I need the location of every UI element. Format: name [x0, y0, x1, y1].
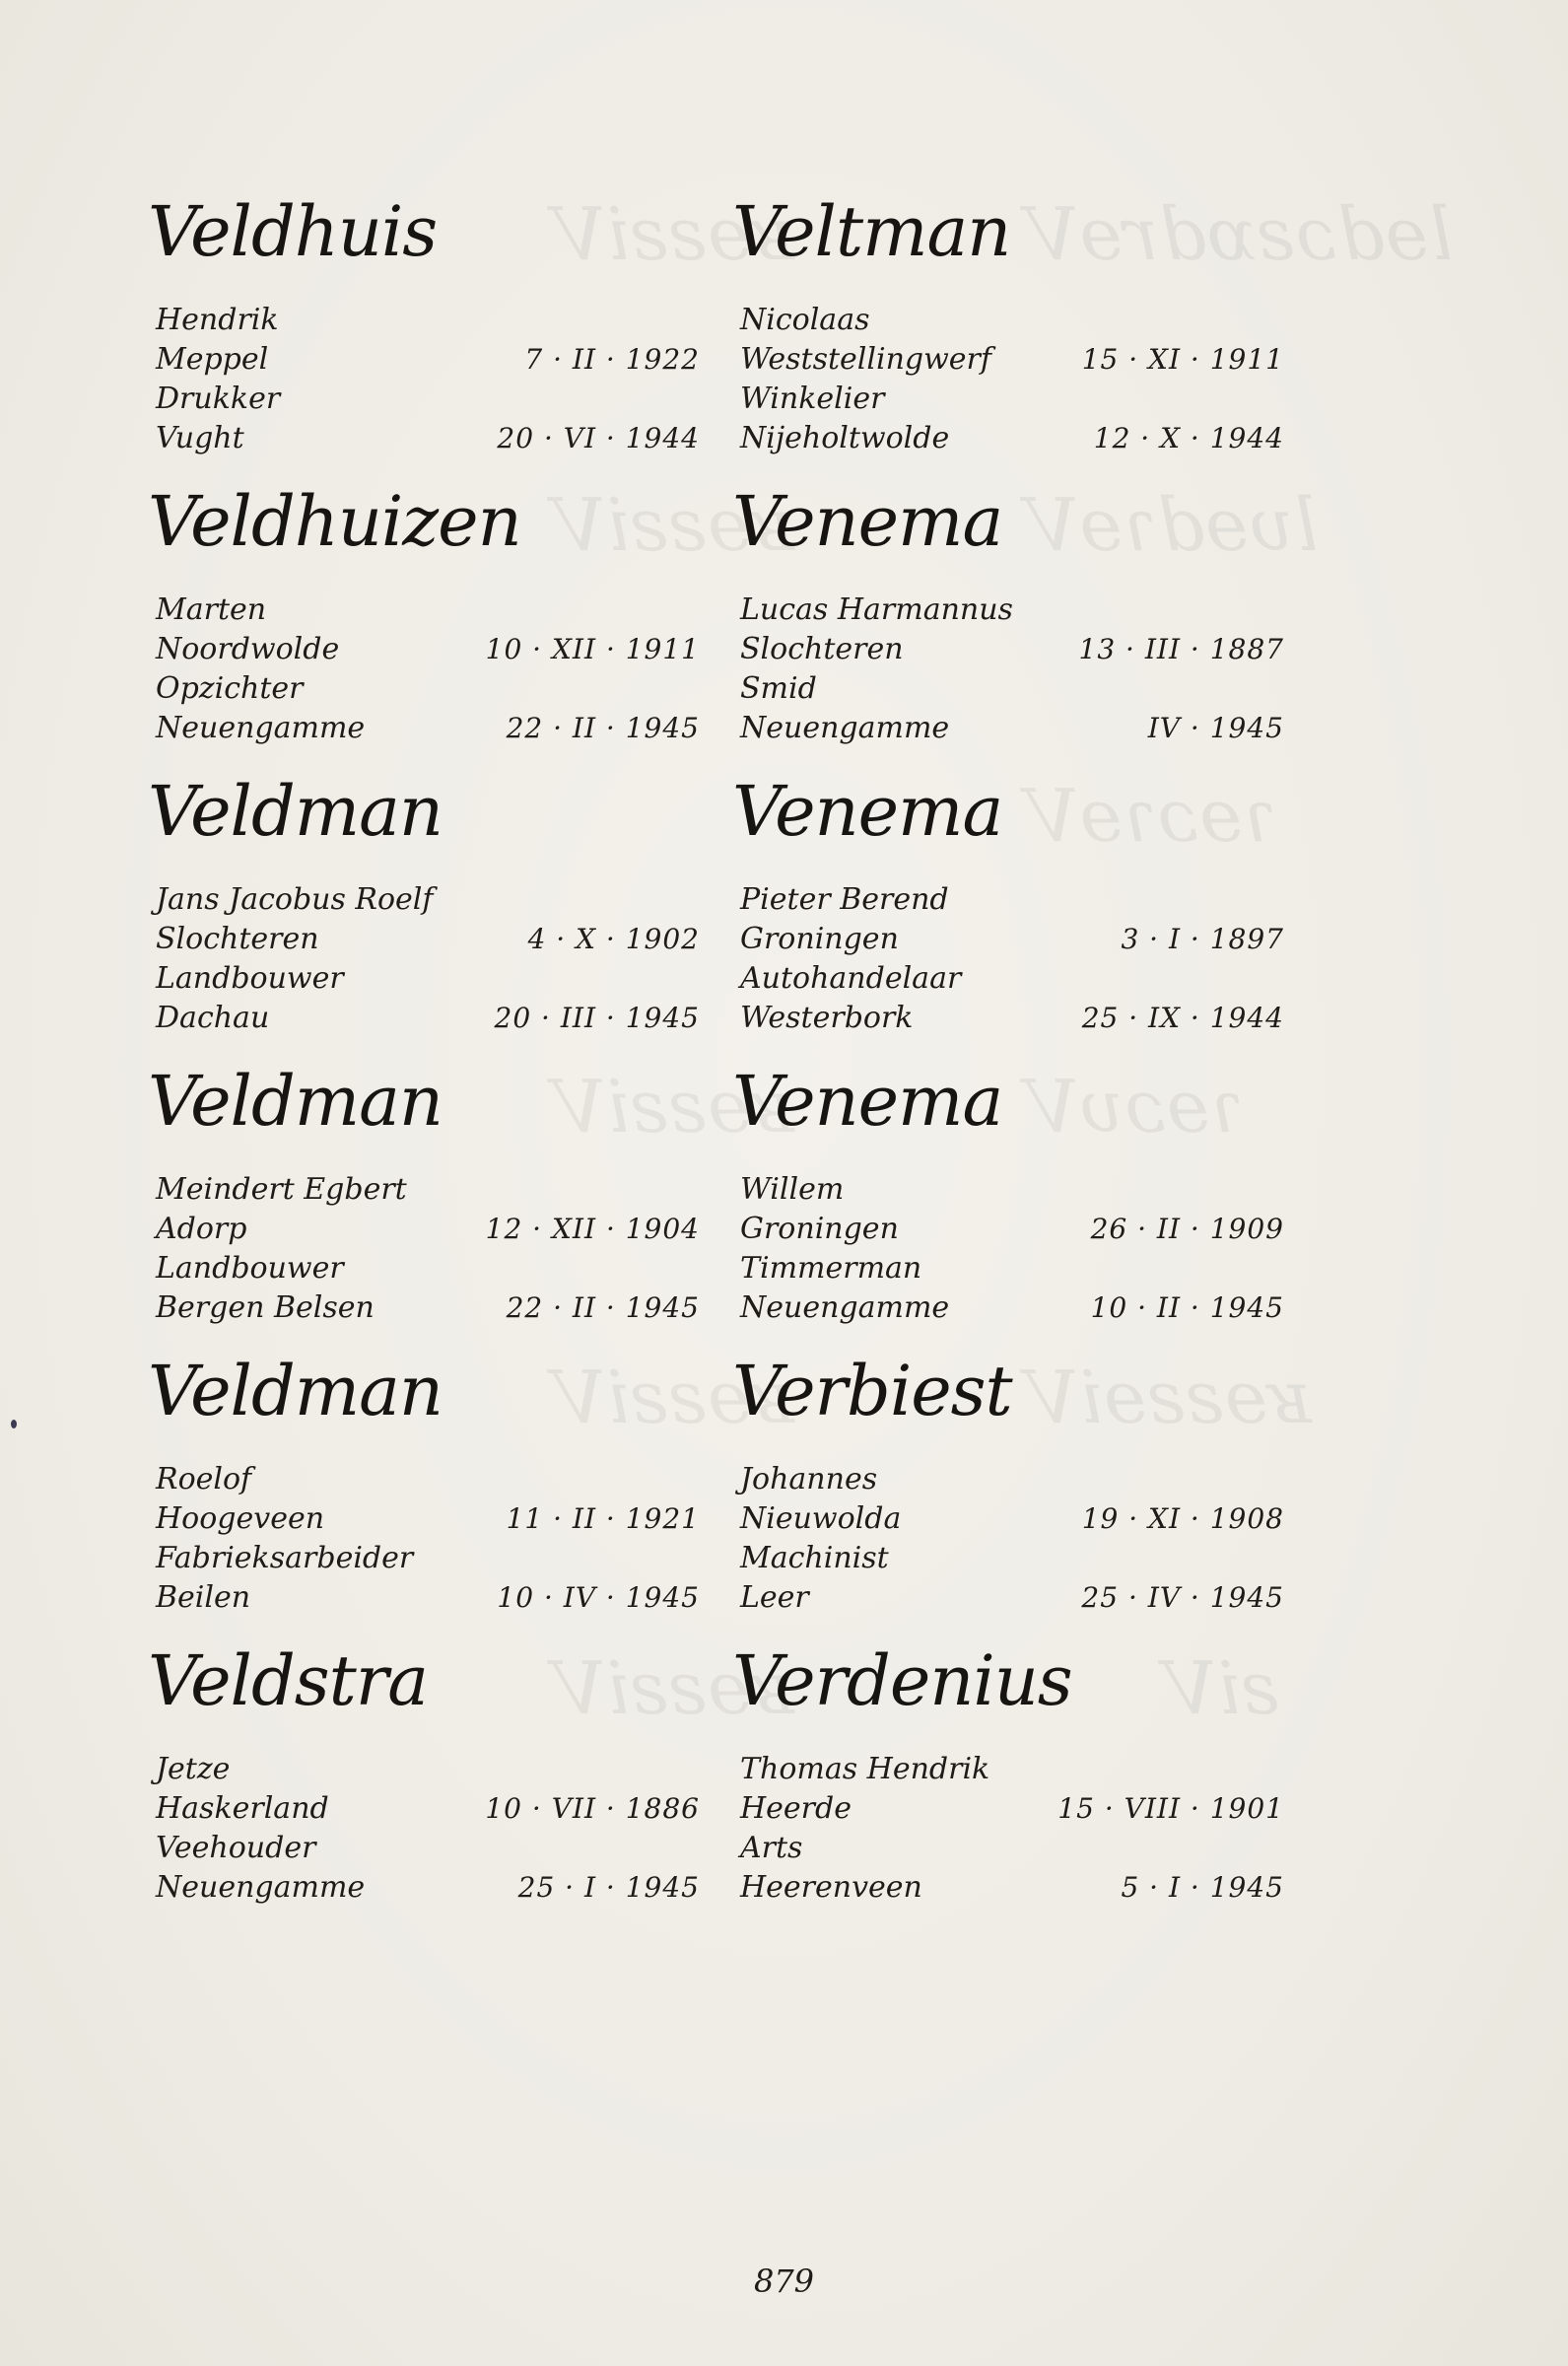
entry-row [732, 380, 1284, 419]
entry-row [148, 959, 700, 999]
birthplace: Groningen [740, 922, 899, 956]
entry-row [148, 1868, 700, 1908]
death-date: 12 · X · 1944 [1093, 422, 1284, 454]
entry-row [148, 669, 700, 709]
memorial-entry [732, 192, 1284, 482]
birth-date: 10 · XII · 1911 [485, 633, 700, 665]
surname: Veldman [148, 771, 443, 852]
death-date: 20 · VI · 1944 [497, 422, 700, 454]
death-place: Neuengamme [740, 1290, 950, 1325]
birthplace: Hoogeveen [156, 1501, 325, 1536]
birthplace: Adorp [156, 1212, 247, 1246]
given-names: Lucas Harmannus [740, 592, 1013, 627]
entry-row [148, 1249, 700, 1288]
bleed-through-text: ʁɘƨƨiV [552, 483, 794, 568]
entry-row [148, 1578, 700, 1618]
birth-date: 15 · XI · 1911 [1081, 343, 1284, 376]
entry-row [732, 959, 1284, 999]
given-names: Pieter Berend [740, 882, 949, 917]
bleed-through-text: ʁɘƨƨiV [552, 1356, 794, 1440]
occupation: Fabrieksarbeider [156, 1541, 414, 1575]
memorial-entry [732, 1641, 1284, 1931]
birth-date: 3 · I · 1897 [1121, 923, 1284, 955]
entry-row [148, 591, 700, 630]
entry-row [148, 880, 700, 920]
memorial-entry [148, 1641, 700, 1931]
bleed-through-text: ɿɘɔυV [1025, 1065, 1245, 1149]
entry-row [148, 1789, 700, 1829]
birthplace: Groningen [740, 1212, 899, 1246]
entry-row [148, 380, 700, 419]
entry-row [148, 1539, 700, 1578]
memorial-entry [732, 1062, 1284, 1352]
death-date: 22 · II · 1945 [506, 1291, 700, 1324]
death-place: Heerenveen [740, 1870, 922, 1905]
birthplace: Slochteren [156, 922, 319, 956]
given-names: Johannes [740, 1462, 878, 1496]
entry-row [732, 1249, 1284, 1288]
surname: Veldhuizen [148, 481, 521, 562]
birth-date: 4 · X · 1902 [527, 923, 700, 955]
birthplace: Heerde [740, 1791, 852, 1826]
occupation: Landbouwer [156, 1251, 344, 1286]
birthplace: Meppel [156, 342, 269, 377]
surname: Veldman [148, 1351, 443, 1431]
memorial-entry [148, 1062, 700, 1352]
entry-row [148, 1460, 700, 1499]
entry-row [148, 340, 700, 380]
death-date: 10 · IV · 1945 [497, 1581, 700, 1614]
birth-date: 11 · II · 1921 [506, 1502, 700, 1535]
entry-row [732, 1578, 1284, 1618]
given-names: Willem [740, 1172, 845, 1207]
birth-date: 26 · II · 1909 [1090, 1213, 1284, 1245]
birth-date: 12 · XII · 1904 [485, 1213, 700, 1245]
surname: Venema [732, 771, 1003, 852]
bleed-through-text: ʁɘƨƨɘiV [1025, 1356, 1312, 1440]
bleed-through-text: ʁɘƨƨiV [552, 1065, 794, 1149]
memorial-entry [148, 772, 700, 1062]
death-date: IV · 1945 [1147, 712, 1284, 744]
surname: Verbiest [732, 1351, 1012, 1431]
given-names: Nicolaas [740, 303, 870, 337]
entry-row [732, 591, 1284, 630]
death-place: Leer [740, 1580, 809, 1615]
death-date: 25 · IV · 1945 [1081, 1581, 1284, 1614]
memorial-entry [148, 482, 700, 772]
occupation: Winkelier [740, 382, 885, 416]
death-place: Nijeholtwolde [740, 421, 950, 455]
entry-row [148, 1750, 700, 1789]
entry-row [148, 1829, 700, 1868]
birth-date: 15 · VIII · 1901 [1057, 1792, 1284, 1825]
death-date: 20 · III · 1945 [494, 1002, 700, 1034]
birthplace: Slochteren [740, 632, 904, 666]
birth-date: 10 · VII · 1886 [485, 1792, 700, 1825]
bleed-through-text: ɿɘɔɿɘV [1025, 774, 1277, 859]
entry-row [148, 709, 700, 748]
memorial-entry [732, 772, 1284, 1062]
entry-row [148, 630, 700, 669]
entry-row [148, 1210, 700, 1249]
given-names: Thomas Hendrik [740, 1752, 990, 1786]
birth-date: 7 · II · 1922 [524, 343, 700, 376]
occupation: Landbouwer [156, 961, 344, 996]
surname: Venema [732, 481, 1003, 562]
birthplace: Haskerland [156, 1791, 329, 1826]
entry-row [732, 669, 1284, 709]
entry-row [732, 709, 1284, 748]
memorial-entry [148, 1352, 700, 1641]
death-place: Westerbork [740, 1001, 914, 1035]
page-number: 879 [753, 2262, 815, 2300]
given-names: Roelof [156, 1462, 252, 1496]
occupation: Timmerman [740, 1251, 922, 1286]
surname: Veltman [732, 191, 1011, 272]
birthplace: Noordwolde [156, 632, 340, 666]
surname: Verdenius [732, 1640, 1072, 1721]
birthplace: Weststellingwerf [740, 342, 991, 377]
entry-row [732, 419, 1284, 458]
birth-date: 19 · XI · 1908 [1081, 1502, 1284, 1535]
entry-row [148, 301, 700, 340]
surname: Veldstra [148, 1640, 428, 1721]
bleed-through-text: ʁɘƨƨiV [552, 1646, 794, 1731]
occupation: Smid [740, 671, 817, 706]
death-date: 25 · IX · 1944 [1081, 1002, 1284, 1034]
entry-row [148, 1499, 700, 1539]
entry-row [732, 340, 1284, 380]
death-date: 5 · I · 1945 [1121, 1871, 1284, 1904]
entry-row [732, 999, 1284, 1038]
right-column [732, 192, 1284, 1931]
entry-row [148, 1288, 700, 1328]
entry-row [732, 1170, 1284, 1210]
death-place: Dachau [156, 1001, 270, 1035]
given-names: Hendrik [156, 303, 279, 337]
ink-speck [11, 1420, 17, 1428]
death-place: Neuengamme [156, 711, 366, 745]
memorial-entry [148, 192, 700, 482]
entry-row [732, 1789, 1284, 1829]
death-date: 22 · II · 1945 [506, 712, 700, 744]
occupation: Drukker [156, 382, 281, 416]
bleed-through-text: ʁɘƨƨiV [552, 192, 794, 277]
surname: Venema [732, 1061, 1003, 1142]
entry-row [732, 1210, 1284, 1249]
death-place: Vught [156, 421, 244, 455]
occupation: Veehouder [156, 1831, 316, 1865]
death-place: Neuengamme [156, 1870, 366, 1905]
entry-row [732, 1868, 1284, 1908]
left-column [148, 192, 700, 1931]
occupation: Autohandelaar [740, 961, 962, 996]
entry-row [732, 1829, 1284, 1868]
given-names: Jans Jacobus Roelf [156, 882, 434, 917]
memorial-entry [732, 482, 1284, 772]
death-date: 25 · I · 1945 [517, 1871, 700, 1904]
given-names: Meindert Egbert [156, 1172, 407, 1207]
entry-row [732, 920, 1284, 959]
entry-row [732, 1499, 1284, 1539]
given-names: Jetze [156, 1752, 231, 1786]
bleed-through-text: lυɘdɿɘV [1025, 483, 1319, 568]
surname: Veldhuis [148, 191, 438, 272]
death-place: Bergen Belsen [156, 1290, 375, 1325]
entry-row [732, 1750, 1284, 1789]
entry-row [732, 880, 1284, 920]
entry-row [732, 630, 1284, 669]
entry-row [732, 301, 1284, 340]
birth-date: 13 · III · 1887 [1078, 633, 1284, 665]
surname: Veldman [148, 1061, 443, 1142]
death-date: 10 · II · 1945 [1090, 1291, 1284, 1324]
entry-row [732, 1539, 1284, 1578]
birthplace: Nieuwolda [740, 1501, 902, 1536]
bleed-through-text: lɘdɔƨɒdrɘV [1025, 192, 1454, 277]
entry-row [148, 999, 700, 1038]
occupation: Arts [740, 1831, 803, 1865]
bleed-through-text: ƨiV [1163, 1646, 1280, 1731]
entry-row [148, 1170, 700, 1210]
entry-row [732, 1460, 1284, 1499]
memorial-entry [732, 1352, 1284, 1641]
given-names: Marten [156, 592, 267, 627]
entry-row [148, 419, 700, 458]
entry-row [732, 1288, 1284, 1328]
occupation: Opzichter [156, 671, 304, 706]
entry-row [148, 920, 700, 959]
occupation: Machinist [740, 1541, 889, 1575]
death-place: Neuengamme [740, 711, 950, 745]
death-place: Beilen [156, 1580, 251, 1615]
